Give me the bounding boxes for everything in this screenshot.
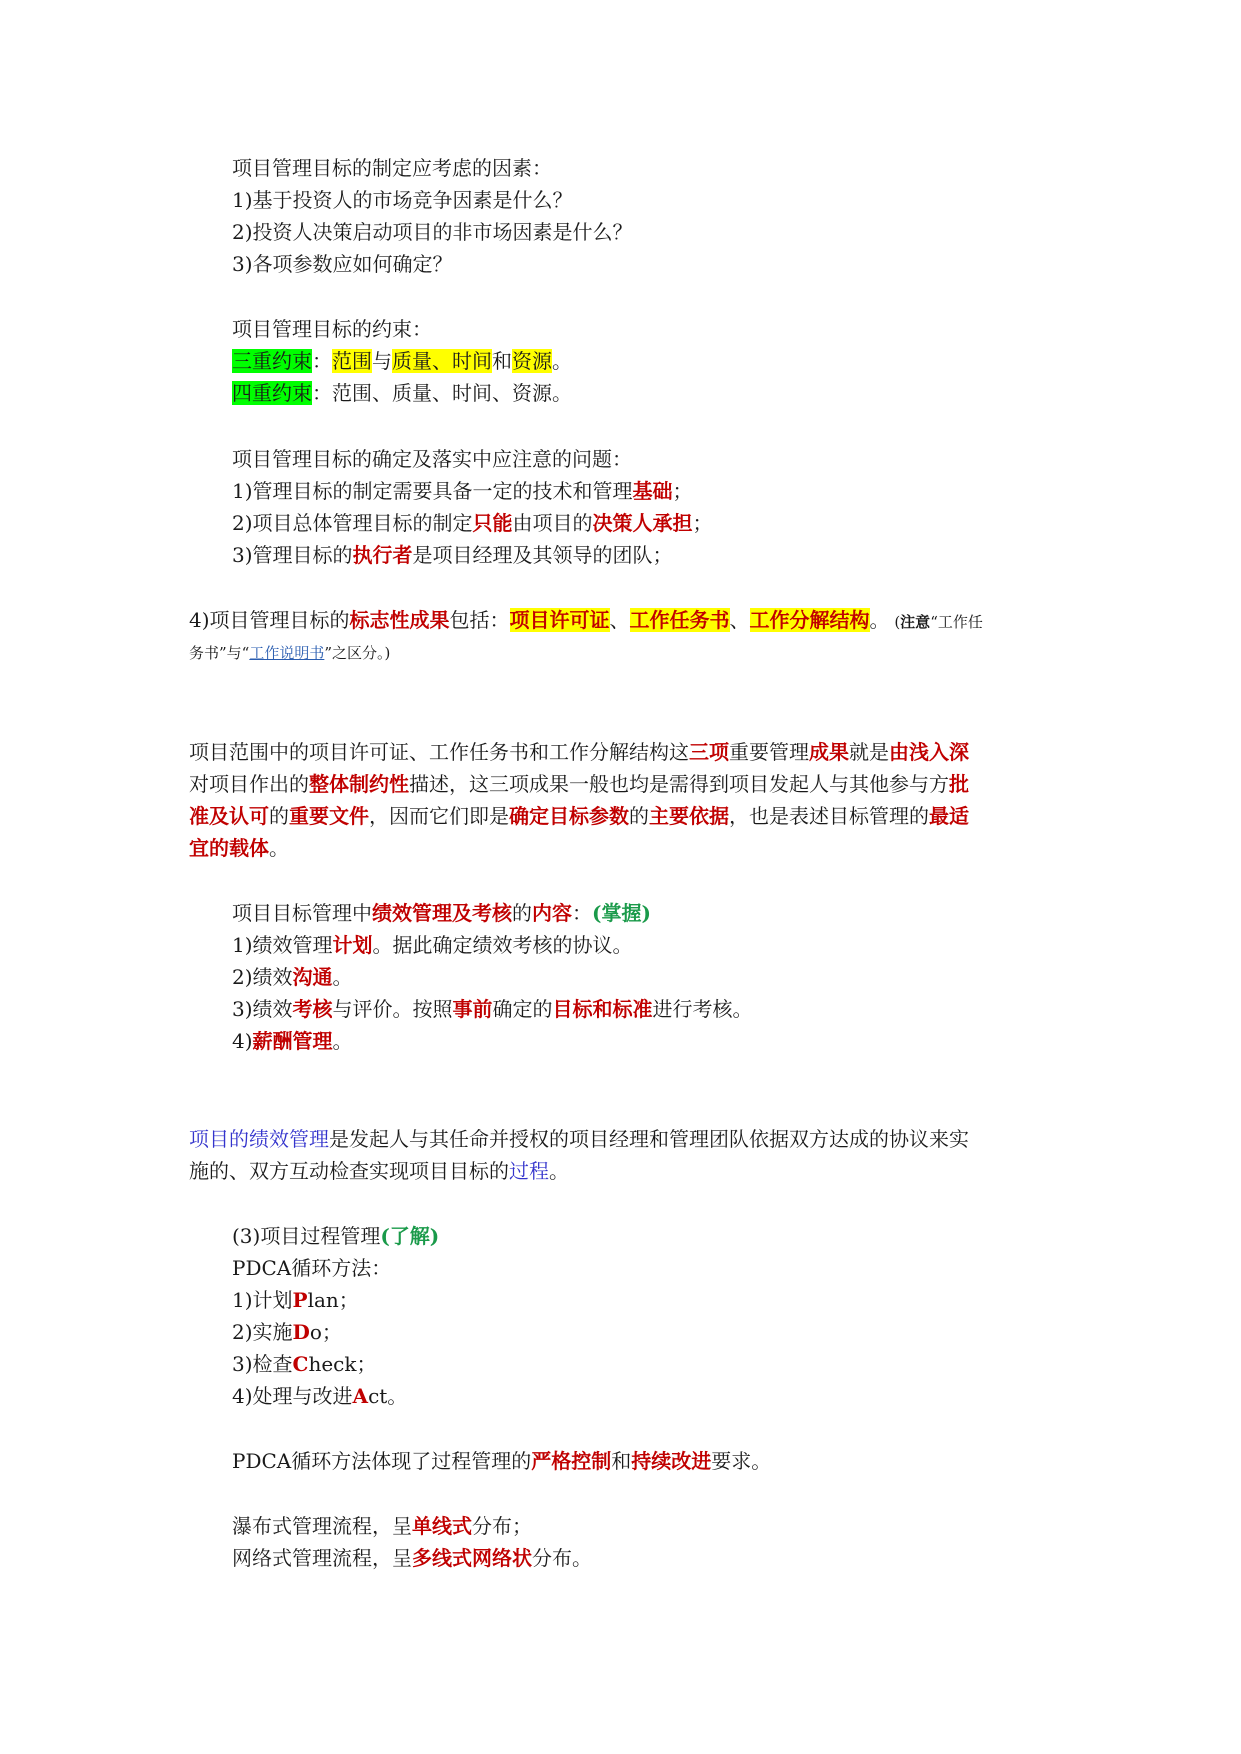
pdca-step-3 <box>232 1351 377 1377</box>
factors-item-1: 1)基于投资人的市场竞争因素是什么？ <box>232 188 573 212</box>
text-segment: 3)管理目标的 <box>232 543 353 567</box>
resource-highlight: 资源 <box>512 349 552 373</box>
issues-item-2 <box>232 510 713 536</box>
text-segment: 与 <box>372 349 392 373</box>
issues-item-3 <box>232 542 673 568</box>
emphasis: 决策人承担 <box>592 511 693 535</box>
emphasis: 确定目标参数 <box>509 804 629 828</box>
triple-constraint-line <box>232 348 572 374</box>
text-segment: 务书”与“ <box>189 644 250 662</box>
text-segment: heck； <box>308 1352 377 1376</box>
emphasis: 事前 <box>452 997 493 1021</box>
emphasis-highlight: 工作任务书 <box>629 608 730 632</box>
text-segment: 分布； <box>472 1514 532 1538</box>
text-segment: ( <box>894 613 901 631</box>
text-segment: 与评价。按照 <box>332 997 453 1021</box>
understand-tag: (了解) <box>380 1224 440 1248</box>
blue-term: 项目的绩效管理 <box>189 1127 329 1151</box>
text-segment: 。 <box>869 608 890 632</box>
text-segment: ； <box>692 511 713 535</box>
text-segment: 就是 <box>849 740 889 764</box>
note-continuation <box>189 643 390 663</box>
note-start <box>890 613 983 631</box>
text-segment: 和 <box>492 349 512 373</box>
text-segment: 4)项目管理目标的 <box>189 608 350 632</box>
text-segment: 是发起人与其任命并授权的项目经理和管理团队依据双方达成的协议来实 <box>329 1127 969 1151</box>
text-segment: 施的、双方互动检查实现项目目标的 <box>189 1159 509 1183</box>
emphasis: 主要依据 <box>649 804 729 828</box>
text-segment: PDCA循环方法体现了过程管理的 <box>232 1449 532 1473</box>
emphasis: 成果 <box>809 740 849 764</box>
text-segment: 2)实施 <box>232 1320 293 1344</box>
emphasis: 单线式 <box>412 1514 472 1538</box>
work-statement-link[interactable]: 工作说明书 <box>249 644 325 662</box>
issues-title: 项目管理目标的确定及落实中应注意的问题： <box>232 447 632 471</box>
perf-item-2 <box>232 964 353 990</box>
perfdef-line-1 <box>189 1126 969 1152</box>
text-segment: 进行考核。 <box>652 997 753 1021</box>
emphasis: 三项 <box>689 740 729 764</box>
text-segment: 3)检查 <box>232 1352 293 1376</box>
scope-highlight: 范围 <box>332 349 372 373</box>
constraints-title: 项目管理目标的约束： <box>232 317 432 341</box>
emphasis: 沟通 <box>292 965 333 989</box>
emphasis: 宜的载体 <box>189 836 269 860</box>
pdca-step-1 <box>232 1287 359 1313</box>
emphasis-highlight: 工作分解结构 <box>749 608 870 632</box>
scope-line-3 <box>189 803 969 829</box>
text-segment: 3)绩效 <box>232 997 293 1021</box>
emphasis: 整体制约性 <box>309 772 409 796</box>
emphasis: 考核 <box>292 997 333 1021</box>
text-segment: o； <box>309 1320 342 1344</box>
text-segment: “工作任 <box>930 613 983 631</box>
text-segment: 的 <box>629 804 649 828</box>
emphasis: 只能 <box>472 511 513 535</box>
perf-item-4 <box>232 1028 353 1054</box>
text-segment: 项目目标管理中 <box>232 901 372 925</box>
factors-item-3: 3)各项参数应如何确定？ <box>232 252 453 276</box>
emphasis: P <box>292 1288 308 1312</box>
emphasis: 批 <box>949 772 969 796</box>
master-tag: (掌握) <box>592 901 651 925</box>
text-segment: 确定的 <box>492 997 553 1021</box>
text-segment: ct。 <box>368 1384 408 1408</box>
issues-item-4 <box>189 607 983 635</box>
emphasis: 标志性成果 <box>349 608 450 632</box>
text-segment: ： <box>312 349 332 373</box>
pdca-summary <box>232 1448 771 1474</box>
emphasis: 薪酬管理 <box>252 1029 333 1053</box>
network-line <box>232 1545 592 1571</box>
emphasis: 由浅入深 <box>889 740 969 764</box>
text-segment: 1)计划 <box>232 1288 293 1312</box>
emphasis: 准及认可 <box>189 804 269 828</box>
emphasis: 最适 <box>929 804 969 828</box>
text-segment: 项目范围中的项目许可证、工作任务书和工作分解结构这 <box>189 740 689 764</box>
factors-title: 项目管理目标的制定应考虑的因素： <box>232 156 552 180</box>
emphasis: 持续改进 <box>631 1449 712 1473</box>
perfdef-line-2 <box>189 1158 569 1184</box>
text-segment: ”之区分。) <box>324 644 391 662</box>
text-segment: 的 <box>512 901 532 925</box>
issues-item-1 <box>232 478 693 504</box>
blue-term: 过程 <box>509 1159 549 1183</box>
text-segment: 。 <box>332 965 353 989</box>
text-segment: 。 <box>332 1029 353 1053</box>
text-segment: ，也是表述目标管理的 <box>729 804 929 828</box>
emphasis: 多线式网络状 <box>412 1546 532 1570</box>
text-segment: 1)管理目标的制定需要具备一定的技术和管理 <box>232 479 633 503</box>
emphasis: 目标和标准 <box>552 997 653 1021</box>
text-segment: 。 <box>552 349 572 373</box>
emphasis: 严格控制 <box>531 1449 612 1473</box>
emphasis: C <box>292 1352 309 1376</box>
text-segment: 包括： <box>449 608 510 632</box>
emphasis: 重要文件 <box>289 804 369 828</box>
triple-constraint-label: 三重约束 <box>232 349 312 373</box>
text-segment: 瀑布式管理流程，呈 <box>232 1514 412 1538</box>
text-segment: 。 <box>549 1159 569 1183</box>
waterfall-line <box>232 1513 532 1539</box>
text-segment: 、 <box>609 608 630 632</box>
perf-item-1 <box>232 932 633 958</box>
text-segment: 网络式管理流程，呈 <box>232 1546 412 1570</box>
text-segment: 4) <box>232 1029 253 1053</box>
emphasis: A <box>352 1384 369 1408</box>
scope-line-1 <box>189 739 969 765</box>
text-segment: 2)绩效 <box>232 965 293 989</box>
scope-line-2 <box>189 771 969 797</box>
pdca-title: PDCA循环方法： <box>232 1256 392 1280</box>
quad-constraint-line <box>232 380 572 406</box>
text-segment: ：范围、质量、时间、资源。 <box>312 381 572 405</box>
perf-item-3 <box>232 996 753 1022</box>
emphasis-highlight: 项目许可证 <box>509 608 610 632</box>
emphasis: 基础 <box>632 479 673 503</box>
quad-constraint-label: 四重约束 <box>232 381 312 405</box>
text-segment: 和 <box>611 1449 632 1473</box>
text-segment: 重要管理 <box>729 740 809 764</box>
text-segment: 的 <box>269 804 289 828</box>
perf-title <box>232 900 651 926</box>
text-segment: 描述，这三项成果一般也均是需得到项目发起人与其他参与方 <box>409 772 949 796</box>
text-segment: lan； <box>307 1288 359 1312</box>
text-segment: 对项目作出的 <box>189 772 309 796</box>
emphasis: 内容 <box>532 901 572 925</box>
text-segment: 4)处理与改进 <box>232 1384 353 1408</box>
scope-line-4 <box>189 835 289 861</box>
text-segment: 。 <box>269 836 289 860</box>
factors-item-2: 2)投资人决策启动项目的非市场因素是什么？ <box>232 220 633 244</box>
process-title <box>232 1223 439 1249</box>
emphasis: 计划 <box>332 933 373 957</box>
text-segment: ； <box>672 479 693 503</box>
text-segment: 、 <box>729 608 750 632</box>
text-segment: 2)项目总体管理目标的制定 <box>232 511 473 535</box>
note-bold: 注意 <box>900 613 931 631</box>
text-segment: 1)绩效管理 <box>232 933 333 957</box>
text-segment: ： <box>572 901 592 925</box>
text-segment: 分布。 <box>532 1546 592 1570</box>
quality-time-highlight: 质量、时间 <box>392 349 492 373</box>
text-segment: 由项目的 <box>512 511 593 535</box>
text-segment: 。据此确定绩效考核的协议。 <box>372 933 633 957</box>
text-segment: 要求。 <box>711 1449 772 1473</box>
text-segment: 是项目经理及其领导的团队； <box>412 543 673 567</box>
pdca-step-4 <box>232 1383 407 1409</box>
pdca-step-2 <box>232 1319 342 1345</box>
emphasis: D <box>292 1320 310 1344</box>
text-segment: (3)项目过程管理 <box>232 1224 381 1248</box>
emphasis: 绩效管理及考核 <box>372 901 512 925</box>
emphasis: 执行者 <box>352 543 413 567</box>
text-segment: ，因而它们即是 <box>369 804 509 828</box>
